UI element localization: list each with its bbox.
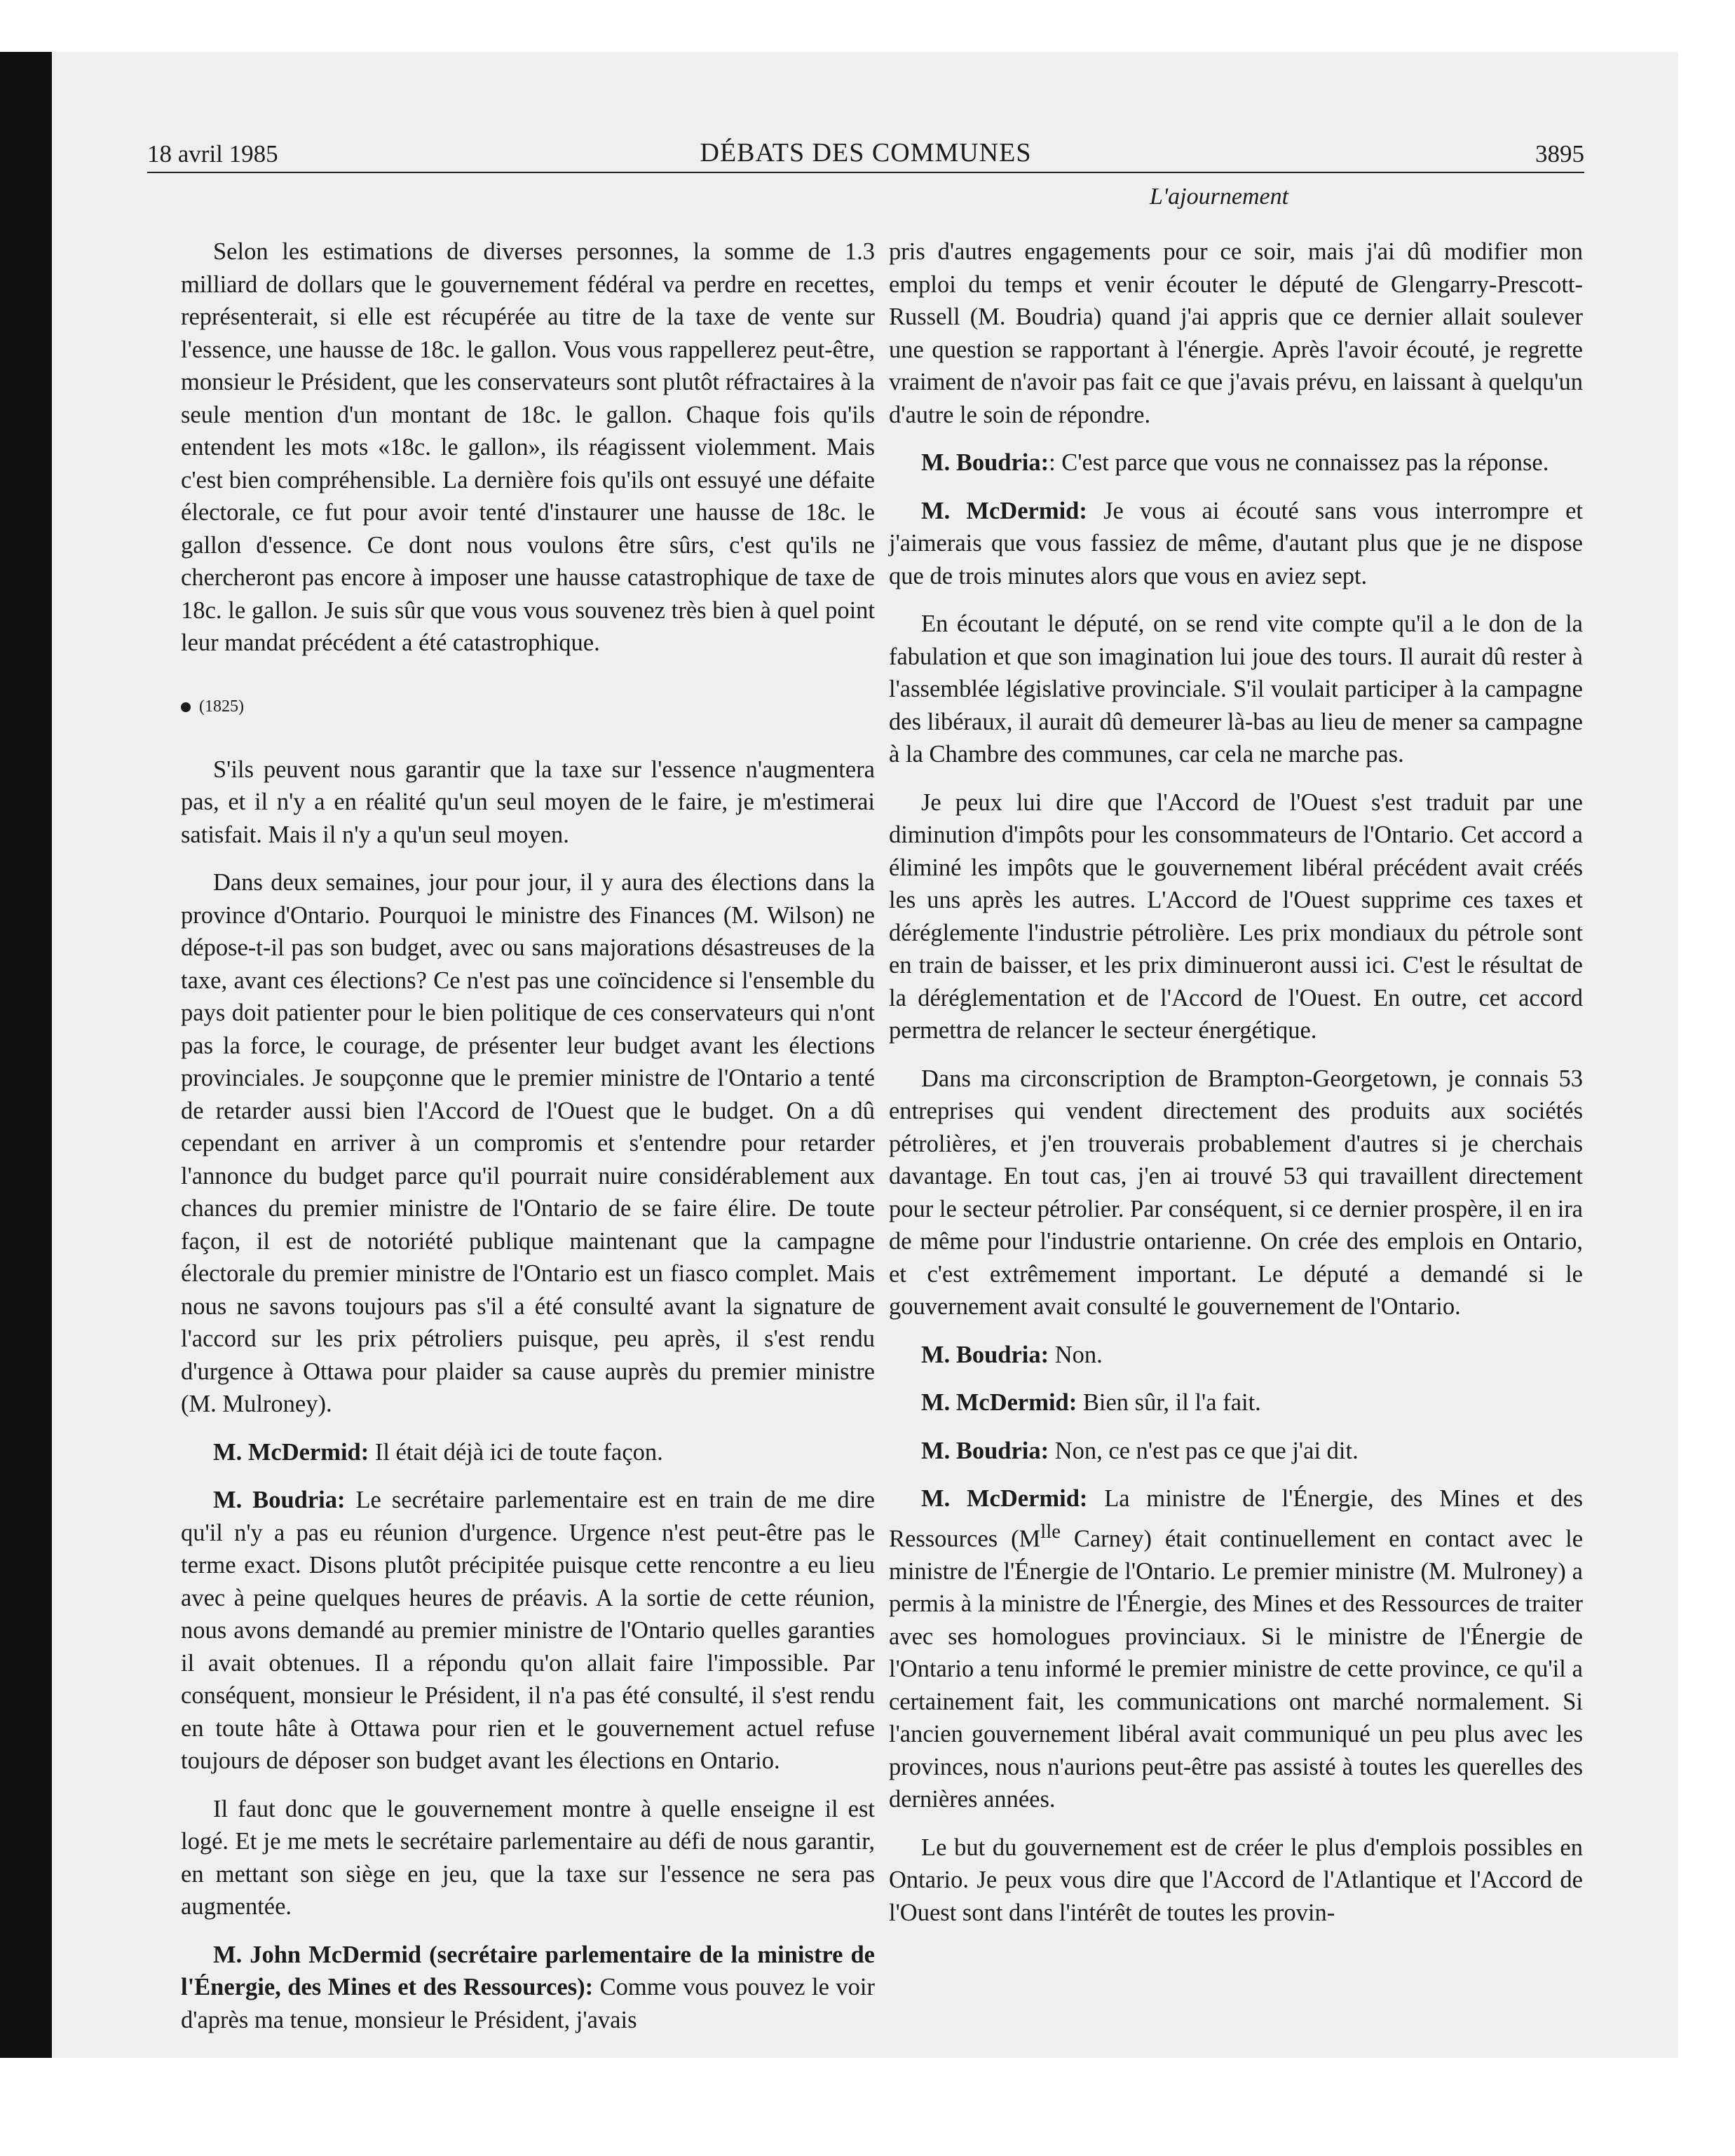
paragraph: Je peux lui dire que l'Accord de l'Ouest s'est traduit par une diminution d'impôts pour les consommateurs de l'Ontario. Cet accord a éliminé les impôts que le gouvernement libéral précédent avait créés les uns après les autres. L'Accord de l'Ouest supprime ces taxes et déréglemente l'industrie pétrolière. Les prix mondiaux du pétrole sont en train de baisser, et les prix diminueront aussi ici. C'est le résultat de la déréglementation et de l'Accord de l'Ouest. En outre, cet accord permettra de relancer le secteur énergétique.	[889, 789, 1583, 1044]
paragraph: Le but du gouvernement est de créer le plus d'emplois possibles en Ontario. Je peux vous dire que l'Accord de l'Atlantique et l'Accord de l'Ouest sont dans l'intérêt de toutes les provin-	[889, 1834, 1583, 1926]
paragraph: pris d'autres engagements pour ce soir, mais j'ai dû modifier mon emploi du temps et venir écouter le député de Glengarry-Prescott-Russell (M. Boudria) quand j'ai appris que ce dernier allait soulever une question se rapportant à l'énergie. Après l'avoir écouté, je regrette vraiment de n'avoir pas fait ce que j'avais prévu, en laissant à quelqu'un d'autre le soin de répondre.	[889, 238, 1583, 428]
paragraph: Dans ma circonscription de Brampton-Georgetown, je connais 53 entreprises qui vendent directement des produits aux sociétés pétrolières, et j'en trouverais probablement d'autres si je cherchais davantage. En tout cas, j'en ai trouvé 53 qui travaillent directement pour le secteur pétrolier. Par conséquent, si ce dernier prospère, il en ira de même pour l'industrie ontarienne. On crée des emplois en Ontario, et c'est extrêmement important. Le député a demandé si le gouvernement avait consulté le gouvernement de l'Ontario.	[889, 1065, 1583, 1320]
speech-text: Je vous ai écouté sans vous interrompre et j'aimerais que vous fassiez de même, d'autant plus que je ne dispose que de trois minutes alors que vous en aviez sept.	[889, 497, 1583, 589]
speech-text: : C'est parce que vous ne connaissez pas la réponse.	[1049, 449, 1549, 476]
time-marker-text: (1825)	[199, 697, 244, 716]
speech	[181, 1436, 875, 1469]
speaker-name: M. McDermid:	[921, 1389, 1077, 1416]
speaker-name: M. John McDermid (secrétaire parlementaire de la ministre de l'Énergie, des Mines et des Ressources):	[181, 1941, 875, 2000]
speaker-name: M. McDermid:	[213, 1438, 369, 1466]
speaker-name: M. McDermid:	[921, 1485, 1088, 1512]
speech-text: Non.	[1054, 1341, 1103, 1368]
speech	[889, 1339, 1583, 1372]
paragraph: S'ils peuvent nous garantir que la taxe sur l'essence n'augmentera pas, et il n'y a en réalité qu'un seul moyen de le faire, je m'estimerai satisfait. Mais il n'y a qu'un seul moyen.	[181, 756, 875, 848]
paragraph: Selon les estimations de diverses personnes, la somme de 1.3 milliard de dollars que le gouvernement fédéral va perdre en recettes, représenterait, si elle est récupérée au titre de la taxe de vente sur l'essence, une hausse de 18c. le gallon. Vous vous rappellerez peut-être, monsieur le Président, que les conservateurs sont plutôt réfractaires à la seule mention d'un montant de 18c. le gallon. Chaque fois qu'ils entendent les mots «18c. le gallon», ils réagissent violemment. Mais c'est bien compréhensible. La dernière fois qu'ils ont essuyé une défaite électorale, ce fut pour avoir tenté d'instaurer une hausse de 18c. le gallon d'essence. Ce dont nous voulons être sûrs, c'est qu'ils ne chercheront pas encore à imposer une hausse catastrophique de taxe de 18c. le gallon. Je suis sûr que vous vous souvenez très bien à quel point leur mandat précédent a été catastrophique.	[181, 238, 875, 656]
speech	[181, 1939, 875, 2037]
header-rule	[147, 172, 1584, 173]
speech	[889, 1386, 1583, 1419]
superscript: lle	[1040, 1520, 1061, 1543]
page-header	[147, 130, 1584, 172]
paragraph: Dans deux semaines, jour pour jour, il y aura des élections dans la province d'Ontario. Pourquoi le ministre des Finances (M. Wilson) ne dépose-t-il pas son budget, avec ou sans majorations désastreuses de la taxe, avant ces élections? Ce n'est pas une coïncidence si l'ensemble du pays doit patienter pour le bien politique de ces conservateurs qui n'ont pas la force, le courage, de présenter leur budget avant les élections provinciales. Je soupçonne que le premier ministre de l'Ontario a tenté de retarder aussi bien l'Accord de l'Ouest que le budget. On a dû cependant en arriver à un compromis et s'entendre pour retarder l'annonce du budget parce qu'il pourrait nuire considérablement aux chances du premier ministre de l'Ontario de se faire élire. De toute façon, il est de notoriété publique maintenant que la campagne électorale du premier ministre de l'Ontario est un fiasco complet. Mais nous ne savons toujours pas s'il a été consulté avant la signature de l'accord sur les prix pétroliers puisque, peu après, il s'est rendu d'urgence à Ottawa pour plaider sa cause auprès du premier ministre (M. Mulroney).	[181, 869, 875, 1417]
speech-text: Non, ce n'est pas ce que j'ai dit.	[1054, 1437, 1359, 1464]
left-column	[181, 236, 875, 2052]
speech-text: Comme vous pouvez le voir d'après ma tenue, monsieur le Président, j'avais	[181, 1974, 876, 2033]
scan-edge	[0, 52, 52, 2058]
speech-text: Le secrétaire parlementaire est en train de me dire qu'il n'y a pas eu réunion d'urgence. Urgence n'est peut-être pas le terme exact. Disons plutôt précipitée puisque cette rencontre a eu lieu avec à peine quelques heures de préavis. A la sortie de cette réunion, nous avons demandé au premier ministre de l'Ontario quelles garanties il avait obtenues. Il a répondu qu'on allait faire l'impossible. Par conséquent, monsieur le Président, il n'a pas été consulté, il s'est rendu en toute hâte à Ottawa pour rien et le gouvernement actuel refuse toujours de déposer son budget avant les élections en Ontario.	[181, 1487, 875, 1774]
speech-text: La ministre de l'Énergie, des Mines et des Ressources (M	[889, 1485, 1583, 1552]
time-marker	[181, 675, 875, 738]
speaker-name: M. Boudria:	[921, 1437, 1049, 1464]
bullet-icon	[181, 702, 191, 712]
speaker-name: M. Boudria:	[921, 449, 1049, 476]
speech-text: Bien sûr, il l'a fait.	[1082, 1389, 1261, 1416]
speech	[181, 1484, 875, 1778]
speaker-name: M. McDermid:	[921, 497, 1087, 524]
header-date: 18 avril 1985	[147, 140, 278, 168]
speech	[889, 446, 1583, 479]
section-title: L'ajournement	[1150, 184, 1289, 210]
speech	[889, 495, 1583, 593]
speaker-name: M. Boudria:	[213, 1487, 346, 1513]
paragraph: En écoutant le député, on se rend vite compte qu'il a le don de la fabulation et que son imagination lui joue des tours. Il aurait dû rester à l'assemblée législative provinciale. S'il voulait participer à la campagne des libéraux, il aurait dû demeurer là-bas au lieu de mener sa campagne à la Chambre des communes, car cela ne marche pas.	[889, 610, 1583, 767]
right-column	[889, 236, 1583, 1944]
speech	[889, 1435, 1583, 1468]
speech-text: Carney) était continuellement en contact avec le ministre de l'Énergie de l'Ontario. Le premier ministre (M. Mulroney) a permis à la ministre de l'Énergie, des Mines et des Ressources de traiter avec ses homologues provinciaux. Si le ministre de l'Énergie de l'Ontario a tenu informé le premier ministre de cette province, ce qu'il a certainement fait, les communications ont marché normalement. Si l'ancien gouvernement libéral avait communiqué un peu plus avec les provinces, nous n'aurions peut-être pas assisté à toutes les querelles des dernières années.	[889, 1525, 1584, 1813]
header-publication: DÉBATS DES COMMUNES	[700, 138, 1032, 168]
header-page-number: 3895	[1535, 140, 1584, 168]
speech-text: Il était déjà ici de toute façon.	[374, 1438, 663, 1466]
paragraph: Il faut donc que le gouvernement montre à quelle enseigne il est logé. Et je me mets le secrétaire parlementaire au défi de nous garantir, en mettant son siège en jeu, que la taxe sur l'essence ne sera pas augmentée.	[181, 1795, 875, 1920]
speaker-name: M. Boudria:	[921, 1341, 1049, 1368]
speech	[889, 1482, 1583, 1816]
